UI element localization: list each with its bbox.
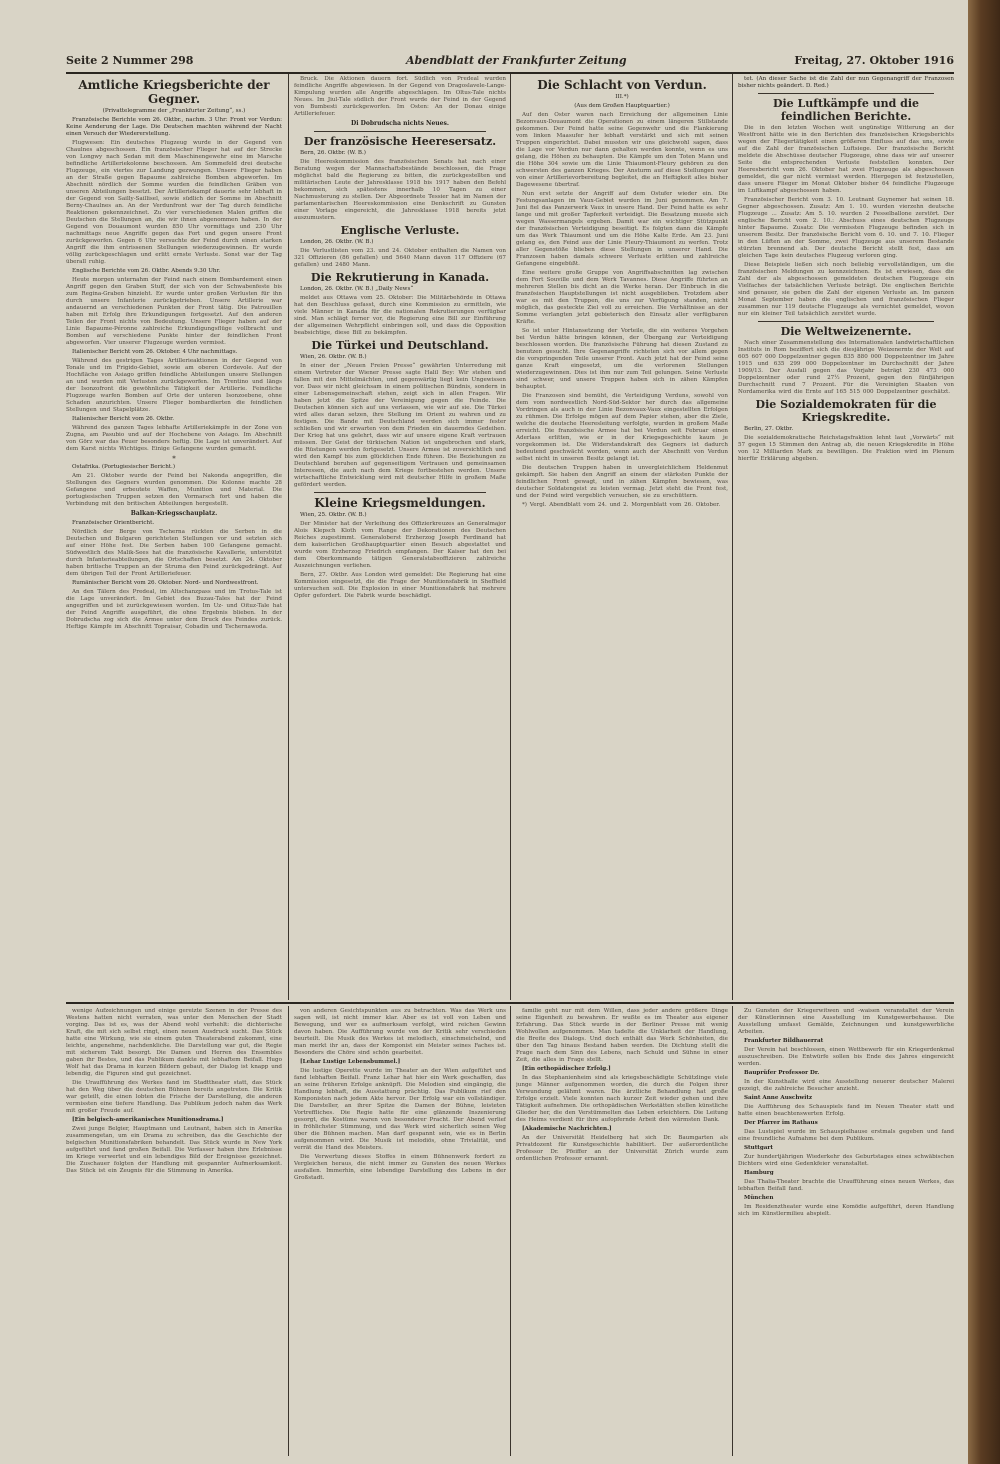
body-text: meldet aus Ottawa vom 25. Oktober: Die Militärbehörde in Ottawa hat den Beschluss gefasst, durch eine Kommission zu ermitteln, wie viele Männer in Kanada für die nationalen Rekrutierungen verfügbar sind. Man schlägt ferner vor, die Regierung eine Bill zur Einführung der allgemeinen Wehrpflicht einbringen soll, und dass die Opposition beabsichtige, diese Bill zu bekämpfen. <box>294 295 506 336</box>
article-title: Der französische Heeresersatz. <box>303 135 497 148</box>
divider <box>758 93 934 94</box>
report-paragraph: Englische Berichte vom 26. Oktbr. Abends 9.30 Uhr. <box>72 268 221 274</box>
report-paragraph: Italienischer Bericht vom 26. Oktober. 4 Uhr nachmittags. <box>72 349 238 355</box>
article-title: Die Weltweizenernte. <box>780 325 912 338</box>
article-title: Englische Verluste. <box>340 224 460 237</box>
feuilleton-column-1 <box>66 1008 282 1454</box>
list-heading: Frankfurter Bildhauerrat <box>744 1038 824 1044</box>
body-text: Die Franzosen sind bemüht, die Verteidigung Verduns, sowohl von dem vom nordwestlich Nord-Süd-Sektor her durch das allgemeine Vordringen als auch in der Linie Bezonvaux-Vaux eingestellten Erfolgen zu rühmen. Die Erfolge mögen auf dem Papier stehen, aber die Ziele, welche die deutsche Heeresleitung verfolgte, wurden in großem Maße erreicht. Die französische Armee hat bei Verdun seit Februar einen Aderlass erlitten, wie er in der Kriegsgeschichte kaum je vorgekommen ist. Die Widerstandskraft des Gegners ist dadurch bedeutend geschwächt worden, wenn auch der Abschnitt von Verdun selbst nicht in unseren Besitz gelangt ist. <box>516 393 728 462</box>
body-text: Nördlich der Berge von Tscherna rückten die Serben in die Deutschen und Bulgaren gerichteten Stellungen vor und setzten sich auf einer Höhe fest. Die Serben haben 100 Gefangene gemacht. Südwestlich des Malik-Sees hat die französische Kavallerie, unterstützt durch Infanterieabteilungen, die Ortschaften besetzt. Am 24. Oktober haben britische Truppen an der Struma den Feind zurückgedrängt. Auf dem übrigen Teil der Front Artilleriefeuer. <box>66 529 282 577</box>
article-title: Amtliche Kriegsberichte der Gegner. <box>78 78 270 106</box>
section-heading: [Ein orthopädischer Erfolg.] <box>522 1066 611 1072</box>
body-text: Die Heereskommission des französischen Senats hat nach einer Beratung wegen der Mannschaftsbestände beschlossen, die Frage möglichst bald die Regierung zu bitten, die zurückgestellten und militärischen Leute der Jahresklasse 1918 bis 1917 haben den Befehl bekommen, sich spätestens innerhalb 10 Tagen zu einer Nachmusterung zu stellen. Der Abgeordnete Tessier hat im Namen der parlamentarischen Heereskommission eine Denkschrift zu Gunsten einer Vorlage eingereicht, die Jahresklasse 1918 bereits jetzt auszumustern. <box>294 159 506 221</box>
body-text: Die Verwertung dieses Stoffes in einem Bühnenwerk fordert zu Vergleichen heraus, die nicht immer zu Gunsten des neuen Werkes ausfallen. Immerhin, eine lebendige Darstellung des Lebens in der Großstadt. <box>294 1154 506 1181</box>
body-text: Bern, 27. Oktbr. Aus London wird gemeldet: Die Regierung hat eine Kommission eingesetzt, die die Frage der Munitionsfabrik in Sheffield untersuchen soll. Die Explosion in einer Munitionsfabrik hat mehrere Opfer gefordert. Die Fabrik wurde beschädigt. <box>294 572 506 599</box>
column-rule <box>288 74 289 1000</box>
column-rule <box>732 74 733 1000</box>
article-origin: (Aus dem Großen Hauptquartier.) <box>574 103 670 109</box>
article-subtitle: (Privattelegramme der „Frankfurter Zeitung“, ss.) <box>102 108 246 114</box>
dateline: London, 26. Oktbr. (W. B.) <box>300 239 374 245</box>
article-title: Die Luftkämpfe und die feindlichen Berichte. <box>772 97 920 123</box>
dateline: Bern, 26. Oktbr. (W. B.) <box>300 150 366 156</box>
body-text: von anderen Gesichtspunkten aus zu betrachten. Was das Werk uns sagen will, ist nicht immer klar. Aber es ist voll von Leben und Bewegung, und wer es aufmerksam verfolgt, wird reichen Gewinn davon haben. Die Aufführung wurde von der Kritik sehr verschieden beurteilt. Die Musik des Werkes ist melodisch, einschmeichelnd, und man merkt ihr an, dass der Komponist ein Meister seines Faches ist. Besonders die Chöre sind schön gearbeitet. <box>294 1008 506 1056</box>
body-text: Französischer Bericht vom 3. 10. Leutnant Guynemer hat seinen 18. Gegner abgeschossen. Zusatz: Am 1. 10. wurden vierzehn deutsche Flugzeuge ... Zusatz: Am 5. 10. wurden 2 Fesselballone zerstört. Der englische Bericht vom 2. 10.: Abschuss eines deutschen Flugzeugs hinter Bapaume. Zusatz: Die vermissten Flugzeuge befinden sich in unserem Besitz. Der französische Bericht vom 6. 10. und 7. 10. Flieger in den Lüften an der Somme, zwei Flugzeuge aus unserem Bestande stürzten brennend ab. Der deutsche Bericht stellt fest, dass am gleichen Tage kein deutsches Flugzeug verloren ging. <box>738 197 954 259</box>
dateline: Wien, 26. Oktbr. (W. B.) <box>300 354 367 360</box>
body-text: So ist unter Hintansetzung der Vorteile, die ein weiteres Vorgehen bei Verdun hätte bringen können, der Übergang zur Verteidigung beschlossen worden. Die französische Führung hat diesen Zustand zu benutzen gesucht. Ihre Gegenangriffe richteten sich vor allem gegen die vorspringenden Teile unserer Front. Auch jetzt hat der Feind seine ganze Kraft eingesetzt, um die verlorenen Stellungen wiederzugewinnen. Dies ist ihm nur zum Teil gelungen. Seine Verluste sind schwer, und unsere Truppen haben sich in zähen Kämpfen behauptet. <box>516 328 728 390</box>
article-title: Die Sozialdemokraten für die Kriegskredite. <box>755 398 937 424</box>
section-heading: [Ein belgisch-amerikanisches Munitionsdrama.] <box>72 1117 224 1123</box>
newspaper-page <box>66 52 954 1456</box>
list-heading: München <box>744 1195 774 1201</box>
section-heading: Di Dobrudscha nichts Neues. <box>351 120 449 127</box>
book-edge <box>968 0 1000 1464</box>
body-text: Zur hundertjährigen Wiederkehr des Geburtstages eines schwäbischen Dichters wird eine Gedenkfeier veranstaltet. <box>738 1154 954 1167</box>
body-text: Die sozialdemokratische Reichstagsfraktion lehnt laut „Vorwärts“ mit 57 gegen 15 Stimmen den Antrag ab, die neuen Kriegskredite in Höhe von 12 Milliarden Mark zu bewilligen. Die Fraktion wird im Plenum hierfür Erklärung abgeben. <box>738 435 954 462</box>
report-paragraph: Französischer Orientbericht. <box>72 520 155 526</box>
body-text: Heute morgen unternahm der Feind nach einem Bombardement einen Angriff gegen den Graben Stuff, der sich von der Schwabenfeste bis zum Regina-Graben hinzieht. Er wurde unter großen Verlusten für ihn durch unsere Infanterie zurückgetrieben. Unsere Artillerie war andauernd an verschiedenen Punkten der Front tätig. Die Patrouillen haben mit Erfolg ihre Erkundigungen fortgesetzt. Auf den anderen Teilen der Front nichts von Bedeutung. Unsere Flieger haben auf der Linie Bapaume-Péronne zahlreiche Erkundigungsflüge vollbracht und Bomben auf verschiedene Punkte hinter der feindlichen Front abgeworfen. Vier unserer Flugzeuge werden vermisst. <box>66 277 282 346</box>
article-title: Die Rekrutierung in Kanada. <box>310 271 490 284</box>
body-text: Das Thalia-Theater brachte die Uraufführung eines neuen Werkes, das lebhaften Beifall fand. <box>738 1179 954 1192</box>
list-heading: Der Pfarrer im Rathaus <box>744 1120 818 1126</box>
article-title: Die Schlacht von Verdun. <box>537 78 707 92</box>
body-text: Während des ganzen Tages lebhafte Artilleriekämpfe in der Zone von Zugna, am Pasubio und auf der Hochebene von Asiago. Im Abschnitt von Görz war das Feuer besonders heftig. Die Lage ist unverändert. Auf dem Karst nichts Wichtiges. Einige Gefangene wurden gemacht. <box>66 425 282 452</box>
divider <box>758 321 934 322</box>
dateline: London, 26. Oktbr. (W. B.) „Daily News“ <box>300 286 414 292</box>
body-text: Auf den Oster waren nach Erreichung der allgemeinen Linie Bezonvaux-Douaumont die Operationen zu einem längeren Stillstande gekommen. Der Feind hatte seine Gegenwehr und die Flankierung vom linken Maasufer her lebhaft verstärkt und sich mit seinen Truppen eingerichtet. Dabei mussten wir uns gleichwohl sagen, dass die Lage vor Verdun nur dann gehalten werden konnte, wenn es uns gelang, die Höhen zu behaupten. Die Kämpfe um den Toten Mann und die Höhe 304 sowie um die Linie Thiaumont-Fleury gehören zu den schwersten des ganzen Krieges. Der Ansturm auf diese Stellungen war von einer Artillerievorbereitung begleitet, die an Heftigkeit alles bisher Dagewesene übertraf. <box>516 112 728 188</box>
divider <box>314 131 486 132</box>
body-text: An den Tälern des Predeal, im Altschanzpass und im Trotus-Tale ist die Lage unverändert. Im Gebiet des Buzau-Tales hat der Feind angegriffen und ist zurückgewiesen worden. Im Uz- und Oituz-Tale hat der Feind Angriffe ausgeführt, die ohne Ergebnis blieben. In der Dobrudscha zog sich die Armee unter dem Druck des Feindes zurück. Heftige Kämpfe im Abschnitt Topraisar, Cobadin und Tschernawoda. <box>66 589 282 630</box>
body-text: In der Kunsthalle wird eine Ausstellung neuerer deutscher Malerei gezeigt, die zahlreiche Besucher anzieht. <box>738 1079 954 1092</box>
dateline: Wien, 25. Oktbr. (W. B.) <box>300 512 367 518</box>
report-paragraph: Italienischer Bericht vom 26. Oktbr. <box>72 416 175 422</box>
body-text: Am 21. Oktober wurde der Feind bei Nakonda angegriffen, die Stellungen des Gegners wurden genommen. Die Kolonne machte 28 Gefangene und erbeutete Waffen, Munition und Material. Die portugiesischen Truppen setzen den Vormarsch fort und haben die Verbindung mit den britischen Abteilungen hergestellt. <box>66 473 282 507</box>
body-text: Eine weitere große Gruppe von Angriffsabschnitten lag zwischen dem Fort Souville und dem Werk Tavannes. Diese Angriffe führten an mehreren Stellen bis dicht an die Werke heran. Der Einbruch in die französischen Hauptstellungen ist nicht ausgeblieben. Trotzdem aber war es mit den Truppen, die uns zur Verfügung standen, nicht möglich, das gesteckte Ziel voll zu erreichen. Die Verhältnisse an der Somme verlangten jetzt gebieterisch den Einsatz aller verfügbaren Kräfte. <box>516 270 728 325</box>
issue-date: Freitag, 27. Oktober 1916 <box>794 54 954 67</box>
report-paragraph: Rumänischer Bericht vom 26. Oktober. Nord- und Nordwestfront. <box>72 580 259 586</box>
list-heading: Stuttgart <box>744 1145 773 1151</box>
column-rule <box>288 1006 289 1456</box>
masthead <box>66 52 954 74</box>
list-heading: Bauprüfer Professor Dr. <box>744 1070 820 1076</box>
body-text: Während des gestrigen Tages Artillerieaktionen in der Gegend von Tonale und im Frigido-Gebiet, sowie am oberen Cordevole. Auf der Hochfläche von Asiago griffen feindliche Abteilungen unsere Stellungen an und wurden mit Verlusten zurückgeworfen. Im Trentino und längs der Isonzofront die gewöhnliche Tätigkeit der Artillerie. Feindliche Flugzeuge warfen Bomben auf Orte der unteren Isonzoebene, ohne Schaden anzurichten. Unsere Flieger bombardierten die feindlichen Stellungen und Stapelplätze. <box>66 358 282 413</box>
body-text: Diese Beispiele ließen sich noch beliebig vervollständigen, um die französischen Meldungen zu kennzeichnen. Es ist erwiesen, dass die Zahl der als abgeschossen gemeldeten deutschen Flugzeuge ein Vielfaches der tatsächlichen Verluste beträgt. Die englischen Berichte sind genauer, sie geben die Zahl der eigenen Verluste an. Im ganzen Monat September haben die englischen und französischen Flieger zusammen nur 119 deutsche Flugzeuge als vernichtet gemeldet, wovon nur ein kleiner Teil tatsächlich zerstört wurde. <box>738 262 954 317</box>
list-heading: Saint Anne Auschwitz <box>744 1095 813 1101</box>
article-subtitle: III.*) <box>615 94 629 100</box>
body-text: familie geht nur mit dem Willen, dass jeder andere größere Dinge seine Eigenheit zu bewahren. Er wußte es im Theater aus eigener Erfahrung. Das Stück wurde in der Berliner Presse mit wenig Wohlwollen aufgenommen. Man tadelte die Unklarheit der Handlung, die Breite des Dialogs. Und doch enthält das Werk Schönheiten, die über den Tag hinaus Bestand haben werden. Die Dichtung stellt die Frage nach dem Sinn des Lebens, nach Schuld und Sühne in einer Zeit, die alles in Frage stellt. <box>516 1008 728 1063</box>
body-text: Der Minister hat der Verleihung des Offizierkreuzes an Generalmajor Alois Klepsch Kloth vom Range der Dekorationen des Deutschen Reiches zugestimmt. Generaloberst Erzherzog Joseph Ferdinand hat dem kaiserlichen Großhauptquartier einen Besuch abgestattet und wurde vom Erzherzog Friedrich empfangen. Der Kaiser hat den bei dem Oberkommando tätigen Generalstabsoffizieren zahlreiche Auszeichnungen verliehen. <box>294 521 506 569</box>
feuilleton-column-2 <box>294 1008 506 1454</box>
footnote: *) Vergl. Abendblatt vom 24. und 2. Morgenblatt vom 26. Oktober. <box>522 502 721 508</box>
list-heading: Hamburg <box>744 1170 774 1176</box>
column-1 <box>66 76 282 998</box>
newspaper-title: Abendblatt der Frankfurter Zeitung <box>406 54 627 67</box>
column-rule <box>510 74 511 1000</box>
body-text: In das Stephanienheim sind als kriegsbeschädigte Schützlinge viele junge Männer aufgenommen worden, die durch die Folgen ihrer Verwundung gelähmt waren. Die ärztliche Behandlung hat große Erfolge erzielt. Viele konnten nach kurzer Zeit wieder gehen und ihre Tätigkeit aufnehmen. Die orthopädischen Werkstätten stellen künstliche Glieder her, die den Verstümmelten das Leben erleichtern. Die Leitung des Heims verdient für ihre aufopfernde Arbeit den wärmsten Dank. <box>516 1075 728 1123</box>
page-number: Seite 2 Nummer 298 <box>66 54 194 67</box>
body-text: Nach einer Zusammenstellung des Internationalen landwirtschaftlichen Instituts in Rom beziffert sich die diesjährige Weizenernte der Welt auf 605 607 000 Doppelzentner gegen 835 880 000 Doppelzentner im Jahre 1915 und 635 299 000 Doppelzentner im Durchschnitt der Jahre 1909/13. Der Ausfall gegen das Vorjahr beträgt 230 473 000 Doppelzentner oder rund 27½ Prozent, gegen den fünfjährigen Durchschnitt rund 7 Prozent. Für die Vereinigten Staaten von Nordamerika wird die Ernte auf 165 515 000 Doppelzentner geschätzt. <box>738 340 954 395</box>
body-text: Die Aufführung des Schauspiels fand im Neuen Theater statt und hatte einen beachtenswerten Erfolg. <box>738 1104 954 1117</box>
editorial-note: tet. (An dieser Sache ist die Zahl der nun Gegenangriff der Franzosen bisher nichts geändert. D. Red.) <box>738 76 954 89</box>
article-title: Die Türkei und Deutschland. <box>311 339 489 352</box>
body-text: Nun erst setzte der Angriff auf dem Ostufer wieder ein. Die Festungsanlagen im Vaux-Gebiet wurden im Juni genommen. Am 7. Juni fiel das Panzerwerk Vaux in unsere Hand. Der Feind hatte es sehr lange und mit großer Tapferkeit verteidigt. Die Besatzung musste sich wegen Wassermangels ergeben. Damit war ein wichtiger Stützpunkt der französischen Verteidigung beseitigt. Es folgten dann die Kämpfe um das Werk Thiaumont und um die Höhe Kalte Erde. Am 23. Juni gelang es, den Feind aus der Linie Fleury-Thiaumont zu werfen. Trotz aller Gegenstöße blieben diese Stellungen in unserer Hand. Die Franzosen haben damals schwere Verluste erlitten und zahlreiche Gefangene eingebüßt. <box>516 191 728 267</box>
column-rule <box>510 1006 511 1456</box>
body-text: Zwei junge Belgier, Hauptmann und Leutnant, haben sich in Amerika zusammengetan, um ein Drama zu schreiben, das die Geschichte der belgischen Munitionsfabriken behandelt. Das Stück wurde in New York aufgeführt und fand großen Beifall. Die Verfasser haben ihre Erlebnisse im Kriege verwertet und ein lebendiges Bild der Ereignisse gezeichnet. Die Zuschauer folgten der Handlung mit gespannter Aufmerksamkeit. Das Stück ist ein Zeugnis für die Stimmung in Amerika. <box>66 1126 282 1174</box>
separator-star: * <box>172 455 176 463</box>
column-4 <box>738 76 954 998</box>
dateline: Berlin, 27. Oktbr. <box>744 426 794 432</box>
section-heading: [Akademische Nachrichten.] <box>522 1126 612 1132</box>
section-heading: [Lehar Lustige Lebensbummel.] <box>300 1059 401 1065</box>
body-text: Zu Gunsten der Kriegerwitwen und -waisen veranstaltet der Verein der Künstlerinnen eine Ausstellung im Kunstgewerbehause. Die Ausstellung umfasst Gemälde, Zeichnungen und kunstgewerbliche Arbeiten. <box>738 1008 954 1035</box>
column-3 <box>516 76 728 998</box>
body-text: An der Universität Heidelberg hat sich Dr. Baumgarten als Privatdozent für Kunstgeschichte habilitiert. Der außerordentliche Professor Dr. Pfeiffer an der Universität Zürich wurde zum ordentlichen Professor ernannt. <box>516 1135 728 1162</box>
body-text: Das Lustspiel wurde im Schauspielhause erstmals gegeben und fand eine freundliche Aufnahme bei dem Publikum. <box>738 1129 954 1142</box>
body-text: wenige Aufzeichnungen und einige gereizte Szenen in der Presse des Westens hatten nicht verraten, was unter den Menschen der Stadt vorging. Das ist es, was der Abend wohl verhehlt: die dichterische Kraft, die mit sich selbst ringt, einen neuen Ausdruck sucht. Das Stück hatte eine Wirkung, wie sie einem guten Theaterabend zukommt, eine leichte, angenehme, nachdenkliche. Die Darstellung war gut, die Regie mit sicherem Takt besorgt. Die Damen und Herren des Ensembles gaben ihr Bestes, und das Publikum dankte mit lebhaftem Beifall. Hugo Wolf hat das Drama in kurzen Bildern gebaut, der Dialog ist knapp und lebendig, die Figuren sind gut gezeichnet. <box>66 1008 282 1077</box>
body-text: Die lustige Operette wurde im Theater an der Wien aufgeführt und fand lebhaften Beifall. Franz Lehar hat hier ein Werk geschaffen, das an seine früheren Erfolge anknüpft. Die Melodien sind eingängig, die Handlung lebhaft, die Ausstattung prächtig. Das Publikum rief den Komponisten nach jedem Akte hervor. Der Erfolg war ein vollständiger. Die Darsteller, an ihrer Spitze die Damen der Bühne, leisteten Vortreffliches. Die Regie hatte für eine glänzende Inszenierung gesorgt, die Kostüme waren von besonderer Pracht. Der Abend verlief in fröhlichster Stimmung, und das Werk wird sicherlich seinen Weg über die Bühnen machen. Man darf gespannt sein, wie es in Berlin aufgenommen wird. Die Musik ist melodiös, ohne Trivialität, und verrät die Hand des Meisters. <box>294 1068 506 1151</box>
column-rule <box>732 1006 733 1456</box>
divider <box>314 492 486 493</box>
body-text: In einer der „Neuen Freien Presse“ gewährten Unterredung mit einem Vertreter der Wiener Presse sagte Halil Bey: Wir stehen und fallen mit den Mittelmächten, und gegenwärtig liegt kein Ungewissen vor. Dass wir nicht gleichsam in einem politischen Bündnis, sondern in einer Lebensgemeinschaft stehen, zeigt sich in allen Fragen. Wir haben jetzt die Spitze der Vereinigung gegen die Feinde. Die Deutschen können sich auf uns verlassen, wie wir auf sie. Die Türkei wird alles daran setzen, ihre Stellung im Orient zu wahren und zu festigen. Die Bande mit Deutschland werden sich immer fester schließen und wir erwarten von dem Frieden ein dauerndes Gedeihen. Der Krieg hat uns gelehrt, dass wir auf unsere eigene Kraft vertrauen müssen. Der Geist der türkischen Nation ist ungebrochen und stark, die Rüstungen werden fortgesetzt. Unsere Armee ist zuversichtlich und wird den Kampf bis zum glücklichen Ende führen. Die Beziehungen zu Deutschland beruhen auf gegenseitigem Vertrauen und gemeinsamen Interessen, die auch nach dem Kriege fortbestehen werden. Unsere wirtschaftliche Entwicklung wird mit deutscher Hilfe in großem Maße gefördert werden. <box>294 363 506 488</box>
body-text: Flugwesen: Ein deutsches Flugzeug wurde in der Gegend von Chaulnes abgeschossen. Ein französischer Flieger hat auf der Strecke von Longwy nach Sedan mit dem Maschinengewehr eine im Marsche befindliche Artilleriekolonne beschossen. Am Sommefeld drei deutsche Flugzeuge, ein viertes zur Landung gezwungen. Unsere Flieger haben an der Straße gegen Bapaume zahlreiche Bomben abgeworfen. Im Abschnitt nördlich der Somme wurden die feindlichen Gräben von unseren Abteilungen besetzt. Der Artilleriekampf dauerte sehr lebhaft in der Gegend von Sailly-Saillisel, sowie südlich der Somme im Abschnitt Berny-Chaulnes an. An der Verdunfront war der Tag durch feindliche Reaktionen gekennzeichnet. Zu vier verschiedenen Malen griffen die Deutschen die Stellungen an, die wir ihnen abgenommen haben. In der Gegend von Douaumont wurden 850 Uhr vormittags und 230 Uhr nachmittags neue Angriffe gegen das Fort und gegen unsere Front zurückgeworfen. Gegen 6 Uhr versuchte der Feind durch einen starken Angriff die ihm entrissenen Stellungen wiederzugewinnen. Er wurde völlig zurückgeschlagen und erlitt ernste Verluste. Sonst war der Tag überall ruhig. <box>66 140 282 265</box>
section-heading: Balkan-Kriegsschauplatz. <box>130 510 218 517</box>
body-text: Die Verlustlisten vom 23. und 24. Oktober enthalten die Namen von 321 Offizieren (86 gefallen) und 5640 Mann davon 117 Offiziere (67 gefallen) und 2480 Mann. <box>294 248 506 268</box>
article-title: Kleine Kriegsmeldungen. <box>314 496 486 510</box>
feuilleton-rule <box>66 1002 954 1004</box>
report-paragraph: Ostafrika. (Portugiesischer Bericht.) <box>72 464 176 470</box>
body-text: Die deutschen Truppen haben in unvergleichlichem Heldenmut gekämpft. Sie haben den Angriff an einem der stärksten Punkte der feindlichen Front gewagt, und in zähen Kämpfen bewiesen, was deutscher Soldatengeist zu leisten vermag. Jetzt steht die Front fest, und der Feind wird vergeblich versuchen, sie zu erschüttern. <box>516 465 728 499</box>
column-2 <box>294 76 506 998</box>
body-text: Bruck. Die Aktionen dauern fort. Südlich von Predeal wurden feindliche Angriffe abgewiesen. In der Gegend von Dragoslavele-Lange-Kimpulung wurden alle Angriffe abgeschlagen. Im Oltus-Tale nichts Neues. Im Jiul-Tale südlich der Front wurde der Feind in der Gegend von Bumbesti zurückgeworfen. Im Osten: An der Donau einige Artilleriefeuer. <box>294 76 506 117</box>
body-text: Im Residenztheater wurde eine Komödie aufgeführt, deren Handlung sich im Künstlermilieu abspielt. <box>738 1204 954 1217</box>
body-text: Die Uraufführung des Werkes fand im Stadttheater statt, das Stück hat den Weg über die deutschen Bühnen bereits angetreten. Die Kritik war geteilt, die einen lobten die Frische der Darstellung, die anderen vermissten eine tiefere Handlung. Das Publikum jedoch nahm das Werk mit großer Freude auf. <box>66 1080 282 1114</box>
body-text: Der Verein hat beschlossen, einen Wettbewerb für ein Kriegerdenkmal auszuschreiben. Die Entwürfe sollen bis Ende des Jahres eingereicht werden. <box>738 1047 954 1067</box>
report-paragraph: Französische Berichte vom 26. Oktbr., nachm. 3 Uhr: Front vor Verdun: Keine Aenderung der Lage. Die Deutschen machten während der Nacht einen Versuch der Wiedererstellung. <box>66 117 282 137</box>
body-text: Die in den letzten Wochen weit ungünstige Witterung an der Westfront hätte wie in den Berichten des französischen Kriegsberichts wegen der Fliegertätigkeit einen größeren Einfluss auf das uns, sowie auf die Zahl der französischen Luftsiege. Der französische Bericht meldete die Abschüsse deutscher Flugzeuge, ohne dass wir auf unserer Seite die entsprechenden Verluste feststellen konnten. Der Heeresbericht vom 26. Oktober hat zwei Flugzeuge als abgeschossen gemeldet, die gar nicht vermisst werden. Hiergegen ist festzustellen, dass unsere Flieger im Monat Oktober bisher 64 feindliche Flugzeuge im Luftkampf abgeschossen haben. <box>738 125 954 194</box>
feuilleton-column-4 <box>738 1008 954 1454</box>
feuilleton-column-3 <box>516 1008 728 1454</box>
